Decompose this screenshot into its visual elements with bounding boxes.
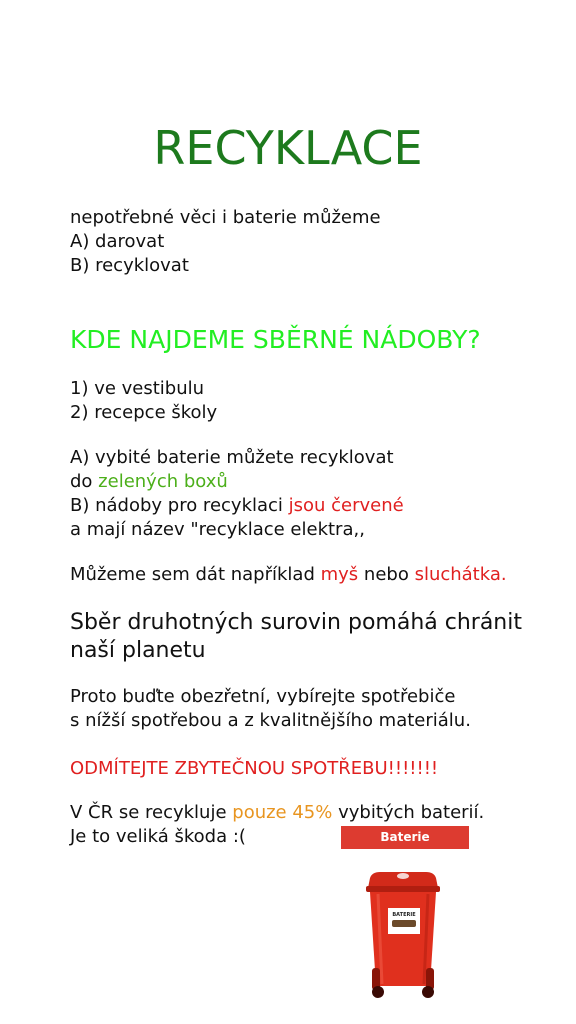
slogan-line: naší planetu: [70, 638, 206, 663]
text-segment: V ČR se recykluje: [70, 802, 233, 823]
slogan: [70, 609, 522, 665]
bin-sticker-text: BATERIE: [392, 912, 416, 918]
stats-line: Je to veliká škoda :(: [70, 826, 246, 847]
text-segment: do: [70, 471, 99, 492]
battery-label: Baterie: [341, 826, 469, 849]
intro-option-a: A) darovat: [70, 231, 165, 252]
stats-line: [70, 801, 484, 825]
instruction-b-line1: [70, 494, 404, 518]
text-segment: Můžeme sem dát například: [70, 564, 321, 585]
advice-line: Proto buďte obezřetní, vybírejte spotřebiče: [70, 686, 456, 707]
locations-list: [70, 377, 217, 425]
slogan-line: Sběr druhotných surovin pomáhá chránit: [70, 610, 522, 635]
advice-line: s nížší spotřebou a z kvalitnějšího materiálu.: [70, 710, 471, 731]
warning-text: ODMÍTEJTE ZBYTEČNOU SPOTŘEBU!!!!!!!: [70, 758, 439, 779]
recycling-bin-icon: [358, 864, 448, 1004]
text-segment: vybitých baterií.: [332, 802, 485, 823]
percent-highlight: pouze 45%: [232, 802, 333, 823]
where-heading: KDE NAJDEME SBĚRNÉ NÁDOBY?: [70, 325, 481, 354]
intro-text: [70, 206, 381, 278]
examples-line: [70, 563, 507, 587]
example-mouse: myš: [320, 564, 359, 585]
text-segment: nebo: [358, 564, 415, 585]
instruction-a-line1: A) vybité baterie můžete recyklovat: [70, 447, 394, 468]
location-item: 2) recepce školy: [70, 402, 218, 423]
example-headphones: sluchátka.: [414, 564, 507, 585]
green-box-highlight: zelených boxů: [98, 471, 228, 492]
red-container-highlight: jsou červené: [288, 495, 404, 516]
instructions: [70, 446, 404, 542]
location-item: 1) ve vestibulu: [70, 378, 205, 399]
intro-option-b: B) recyklovat: [70, 255, 189, 276]
instruction-a-line2: [70, 470, 404, 494]
page-title: RECYKLACE: [153, 121, 423, 175]
advice: [70, 685, 471, 733]
intro-line: nepotřebné věci i baterie můžeme: [70, 207, 381, 228]
instruction-b-line2: a mají název "recyklace elektra,,: [70, 519, 365, 540]
text-segment: B) nádoby pro recyklaci: [70, 495, 289, 516]
